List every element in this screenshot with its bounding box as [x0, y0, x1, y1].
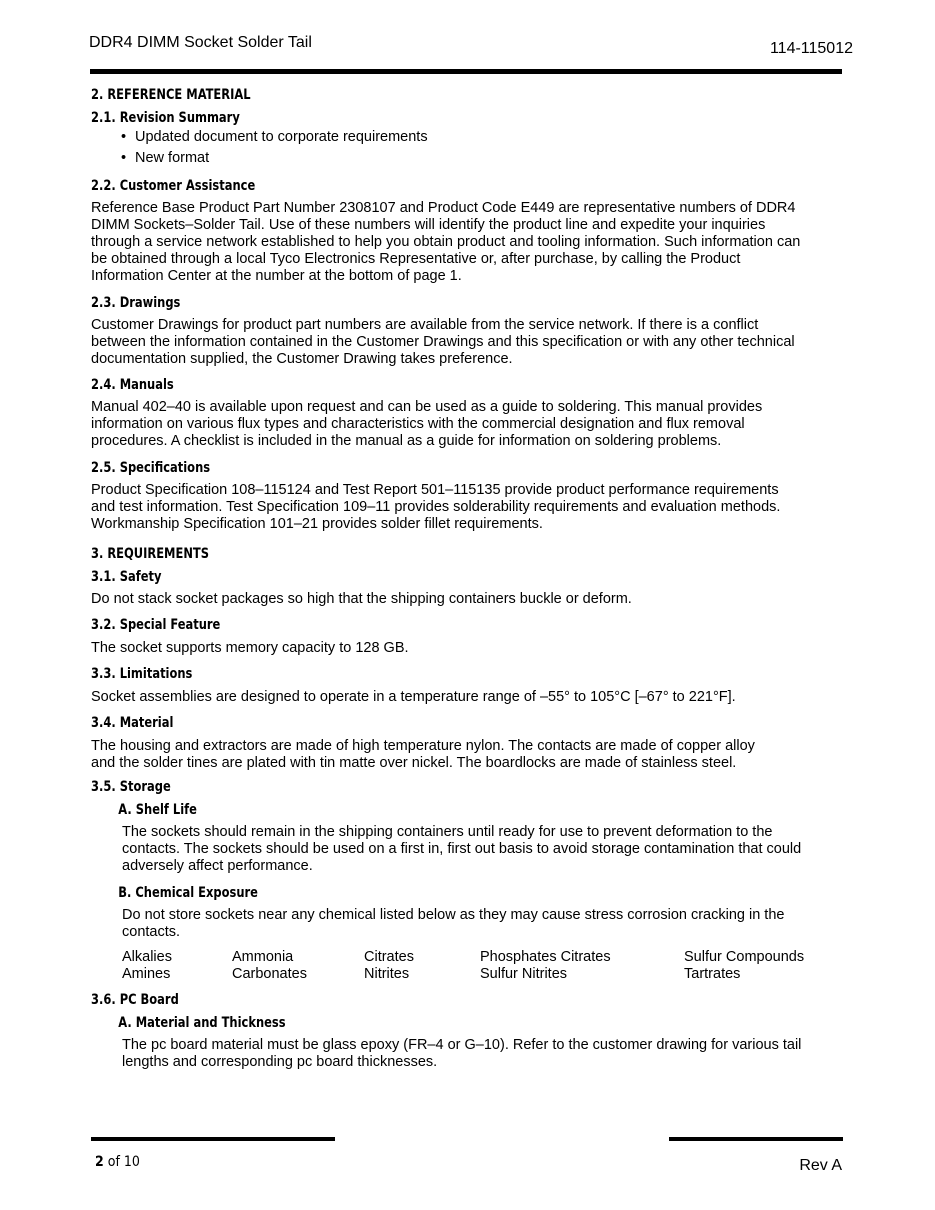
section-3-3-heading: 3.3. Limitations — [91, 666, 193, 682]
text-line: Reference Base Product Part Number 2308107 and Product Code E449 are representative numbers of DDR4 — [91, 200, 796, 216]
text-line: Customer Drawings for product part numbers are available from the service network. If there is a conflict — [91, 317, 759, 333]
text-line: documentation supplied, the Customer Drawing takes preference. — [91, 351, 513, 367]
section-2-1-heading: 2.1. Revision Summary — [91, 110, 240, 126]
document-number: 114-115012 — [769, 40, 853, 57]
section-3-6-heading: 3.6. PC Board — [91, 992, 179, 1008]
material-thickness-heading: A. Material and Thickness — [118, 1015, 286, 1031]
list-item: • Updated document to corporate requirements — [135, 127, 843, 148]
section-3-5-heading: 3.5. Storage — [91, 779, 171, 795]
section-3-heading: 3. REQUIREMENTS — [91, 546, 210, 562]
text-line: information on various flux types and characteristics with the commercial designation and flux removal — [91, 416, 745, 432]
chemical-item: Tartrates — [684, 966, 741, 982]
chemical-exposure-heading: B. Chemical Exposure — [118, 885, 258, 901]
section-2-5-heading: 2.5. Specifications — [91, 460, 211, 476]
text-line: contacts. The sockets should be used on a first in, first out basis to avoid storage contamination that could — [122, 841, 802, 857]
chemical-item: Phosphates Citrates — [480, 949, 611, 965]
text-line: be obtained through a local Tyco Electronics Representative or, after purchase, by calling the Product — [91, 251, 741, 267]
customer-assistance-text — [91, 200, 843, 285]
revision-summary-list — [91, 127, 843, 169]
text-line: The sockets should remain in the shipping containers until ready for use to prevent deformation to the — [122, 824, 773, 840]
text-line: Do not store sockets near any chemical listed below as they may cause stress corrosion cracking in the — [122, 907, 785, 923]
text-line: The housing and extractors are made of high temperature nylon. The contacts are made of copper alloy — [91, 738, 755, 754]
chemical-item: Citrates — [364, 949, 414, 965]
material-text — [91, 738, 843, 772]
text-line: between the information contained in the Customer Drawings and this specification or with any other technical — [91, 334, 795, 350]
section-2-4-heading: 2.4. Manuals — [91, 377, 174, 393]
drawings-text — [91, 317, 843, 368]
section-2-2-heading: 2.2. Customer Assistance — [91, 178, 256, 194]
text-line: through a service network established to help you obtain product and tooling information. Such information can — [91, 234, 801, 250]
revision-label: Rev A — [799, 1157, 842, 1174]
chemical-exposure-text — [91, 907, 843, 941]
shelf-life-text — [91, 824, 843, 875]
manuals-text — [91, 399, 843, 450]
list-item: • New format — [135, 148, 843, 169]
text-line: Manual 402–40 is available upon request and can be used as a guide to soldering. This manual provides — [91, 399, 763, 415]
page-total: of 10 — [107, 1154, 140, 1170]
text-line: Information Center at the number at the bottom of page 1. — [91, 268, 462, 284]
text-line: and test information. Test Specification 109–11 provides solderability requirements and evaluation methods. — [91, 499, 781, 515]
chemical-item: Carbonates — [232, 966, 307, 982]
chemical-item: Sulfur Compounds — [684, 949, 805, 965]
header-title: DDR4 DIMM Socket Solder Tail — [89, 34, 312, 51]
chemical-item: Alkalies — [122, 949, 172, 965]
footer-rule-right — [669, 1137, 843, 1141]
text-line: DIMM Sockets–Solder Tail. Use of these numbers will identify the product line and expedite your inquiries — [91, 217, 766, 233]
document-body — [91, 87, 843, 1071]
text-line: lengths and corresponding pc board thicknesses. — [122, 1054, 438, 1070]
page-current: 2 — [95, 1154, 104, 1170]
text-line: Workmanship Specification 101–21 provides solder fillet requirements. — [91, 516, 543, 532]
text-line: and the solder tines are plated with tin matte over nickel. The boardlocks are made of stainless steel. — [91, 755, 737, 771]
material-thickness-text — [91, 1037, 843, 1071]
chemical-item: Ammonia — [232, 949, 294, 965]
section-2-heading: 2. REFERENCE MATERIAL — [91, 87, 251, 103]
specifications-text — [91, 482, 843, 533]
text-line: contacts. — [122, 924, 181, 940]
header-rule — [90, 69, 842, 74]
text-line: Product Specification 108–115124 and Test Report 501–115135 provide product performance requirements — [91, 482, 779, 498]
text-line: adversely affect performance. — [122, 858, 313, 874]
text-line: The pc board material must be glass epoxy (FR–4 or G–10). Refer to the customer drawing for various tail — [122, 1037, 802, 1053]
section-3-4-heading: 3.4. Material — [91, 715, 174, 731]
chemical-item: Sulfur Nitrites — [480, 966, 568, 982]
section-3-2-heading: 3.2. Special Feature — [91, 617, 221, 633]
section-3-1-heading: 3.1. Safety — [91, 569, 162, 585]
footer-rule-left — [91, 1137, 335, 1141]
chemical-item: Nitrites — [364, 966, 410, 982]
page-number — [95, 1154, 140, 1170]
chemical-list — [91, 949, 843, 983]
shelf-life-heading: A. Shelf Life — [118, 802, 197, 818]
text-line: procedures. A checklist is included in the manual as a guide for information on soldering problems. — [91, 433, 722, 449]
chemical-item: Amines — [122, 966, 171, 982]
limitations-text: Socket assemblies are designed to operate in a temperature range of –55° to 105°C [–67° to 221°F]. — [91, 689, 736, 705]
safety-text: Do not stack socket packages so high that the shipping containers buckle or deform. — [91, 591, 632, 607]
section-2-3-heading: 2.3. Drawings — [91, 295, 181, 311]
special-feature-text: The socket supports memory capacity to 128 GB. — [91, 640, 409, 656]
